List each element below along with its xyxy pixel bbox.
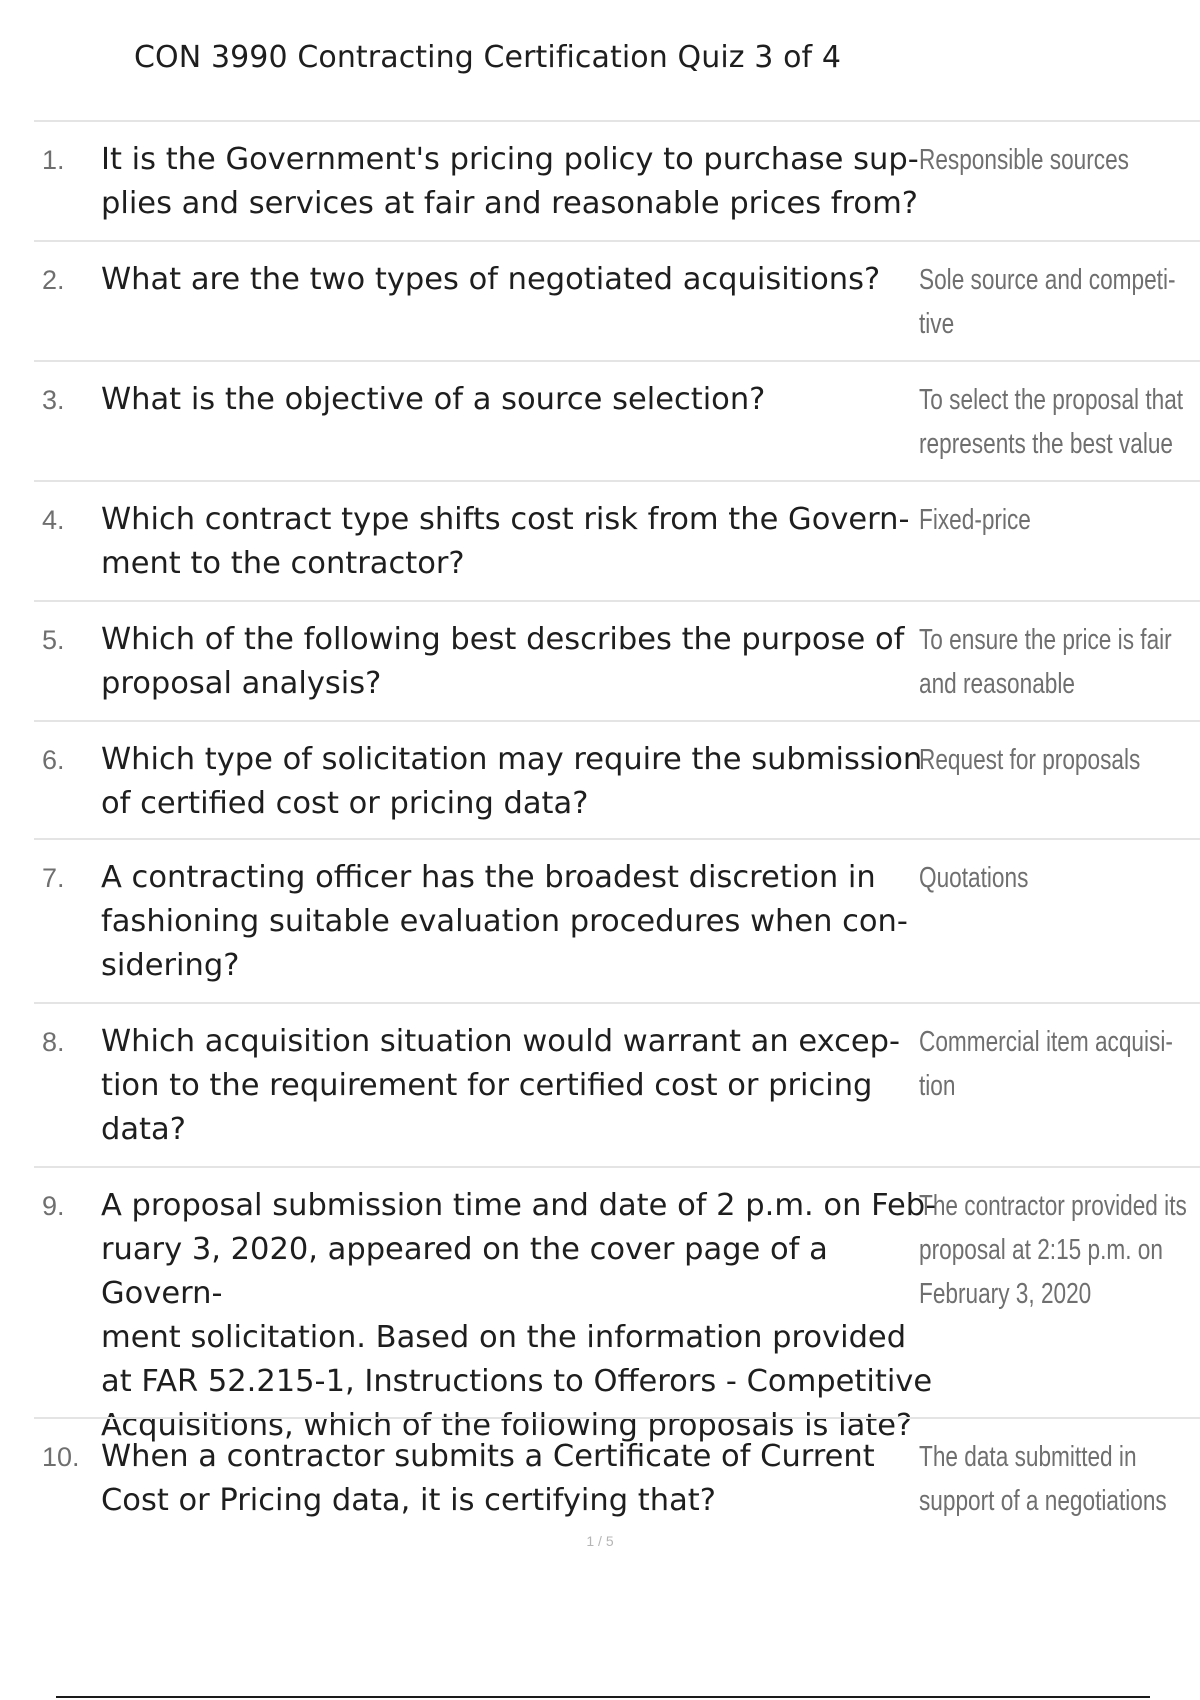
question-line: tion to the requirement for certified cost or pricing — [101, 1068, 873, 1103]
question-line: When a contractor submits a Certificate of Current — [101, 1439, 875, 1474]
answer-line: tive — [919, 308, 955, 340]
question-number: 10. — [42, 1442, 80, 1472]
question-number: 1. — [42, 145, 65, 175]
question-line: at FAR 52.215-1, Instructions to Offerors - Competitive — [101, 1364, 933, 1399]
question-line: Acquisitions, which of the following proposals is late? — [101, 1408, 913, 1443]
answer-text — [919, 498, 1137, 542]
question-number: 3. — [42, 385, 65, 415]
question-text — [101, 138, 941, 226]
answer-line: Sole source and competi- — [919, 264, 1176, 296]
answer-text — [919, 258, 1176, 346]
answer-text — [919, 1184, 1187, 1316]
qa-row — [34, 360, 1200, 480]
question-number: 6. — [42, 745, 65, 775]
question-line: data? — [101, 1112, 186, 1147]
question-line: Which of the following best describes the purpose of — [101, 622, 905, 657]
question-line: plies and services at fair and reasonable prices from? — [101, 186, 918, 221]
question-line: ment to the contractor? — [101, 546, 465, 581]
question-text — [101, 498, 941, 586]
answer-text — [919, 1435, 1167, 1523]
question-line: ment solicitation. Based on the information provided — [101, 1320, 907, 1355]
question-text — [101, 1184, 941, 1448]
question-line: A contracting officer has the broadest discretion in — [101, 860, 876, 895]
question-number: 5. — [42, 625, 65, 655]
page-title: CON 3990 Contracting Certification Quiz 3 of 4 — [134, 40, 842, 75]
question-text — [101, 378, 941, 422]
question-text — [101, 618, 941, 706]
qa-row — [34, 240, 1200, 360]
answer-line: Commercial item acquisi- — [919, 1026, 1173, 1058]
answer-text — [919, 856, 1137, 900]
question-line: Cost or Pricing data, it is certifying that? — [101, 1483, 716, 1518]
answer-line: The data submitted in — [919, 1441, 1137, 1473]
answer-line: Request for proposals — [919, 744, 1141, 776]
question-line: What are the two types of negotiated acquisitions? — [101, 262, 881, 297]
qa-row — [34, 1002, 1200, 1166]
qa-row — [34, 120, 1200, 240]
question-text — [101, 856, 941, 988]
answer-line: February 3, 2020 — [919, 1278, 1092, 1310]
answer-text — [919, 378, 1184, 466]
question-line: sidering? — [101, 948, 240, 983]
answer-line: Responsible sources — [919, 144, 1129, 176]
qa-row — [34, 838, 1200, 1002]
question-line: Which type of solicitation may require the submission — [101, 742, 923, 777]
question-text — [101, 258, 941, 302]
question-line: proposal analysis? — [101, 666, 382, 701]
question-line: fashioning suitable evaluation procedures when con- — [101, 904, 908, 939]
question-text — [101, 1020, 941, 1152]
question-number: 9. — [42, 1191, 65, 1221]
qa-row — [34, 720, 1200, 838]
qa-row — [34, 1166, 1200, 1443]
answer-line: To ensure the price is fair — [919, 624, 1172, 656]
answer-text — [919, 738, 1141, 782]
question-line: It is the Government's pricing policy to purchase sup- — [101, 142, 919, 177]
answer-line: tion — [919, 1070, 956, 1102]
question-line: What is the objective of a source selection? — [101, 382, 766, 417]
bottom-divider — [56, 1696, 1150, 1698]
question-line: ruary 3, 2020, appeared on the cover page of a Govern- — [101, 1232, 828, 1311]
qa-row — [34, 1417, 1200, 1527]
question-number: 7. — [42, 863, 65, 893]
answer-line: represents the best value — [919, 428, 1174, 460]
question-line: Which contract type shifts cost risk from the Govern- — [101, 502, 910, 537]
question-text — [101, 738, 941, 826]
question-line: Which acquisition situation would warrant an excep- — [101, 1024, 901, 1059]
answer-line: To select the proposal that — [919, 384, 1184, 416]
answer-line: Fixed-price — [919, 504, 1031, 536]
answer-line: The contractor provided its — [919, 1190, 1187, 1222]
answer-line: Quotations — [919, 862, 1029, 894]
answer-text — [919, 1020, 1173, 1108]
question-number: 4. — [42, 505, 65, 535]
qa-row — [34, 600, 1200, 720]
qa-list — [34, 120, 1200, 1527]
answer-line: proposal at 2:15 p.m. on — [919, 1234, 1163, 1266]
qa-row — [34, 480, 1200, 600]
answer-line: and reasonable — [919, 668, 1075, 700]
question-line: of certified cost or pricing data? — [101, 786, 589, 821]
question-number: 8. — [42, 1027, 65, 1057]
answer-line: support of a negotiations — [919, 1485, 1167, 1517]
question-text — [101, 1435, 941, 1523]
question-number: 2. — [42, 265, 65, 295]
page-indicator: 1 / 5 — [586, 1533, 614, 1549]
answer-text — [919, 618, 1172, 706]
question-line: A proposal submission time and date of 2 p.m. on Feb- — [101, 1188, 937, 1223]
answer-text — [919, 138, 1137, 182]
